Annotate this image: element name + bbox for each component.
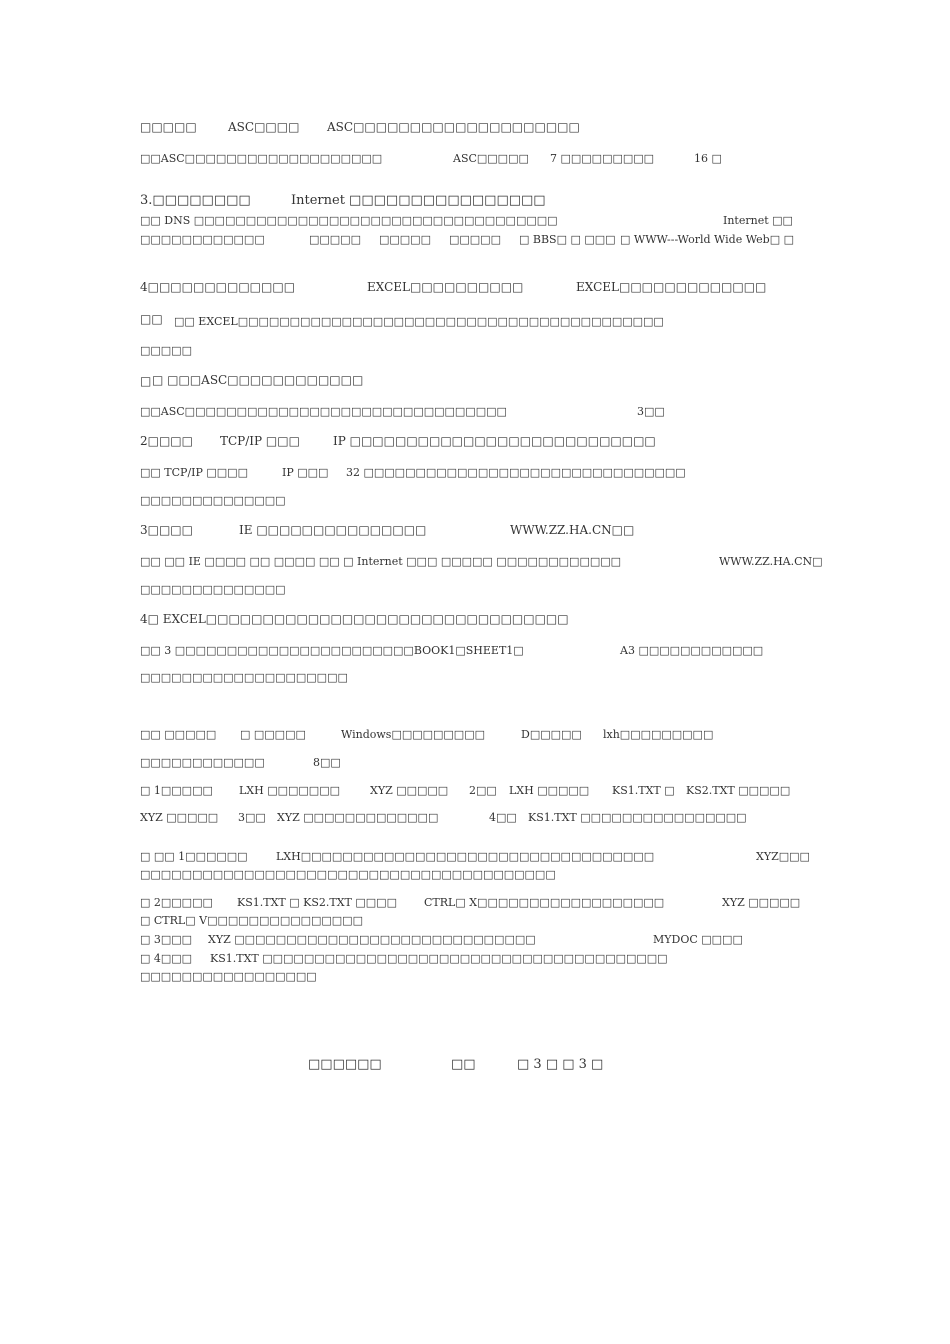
footer-segment: □□□□□□ <box>308 1057 382 1072</box>
text-segment: 8□□ <box>313 756 341 769</box>
text-segment: 4□ EXCEL□□□□□□□□□□□□□□□□□□□□□□□□□□□□□□□□ <box>140 612 569 626</box>
text-segment: □□□□□□□□□□□□□□□□□□□□□□□□□□□□□□□□□□□□□□□□ <box>140 868 556 881</box>
text-line <box>140 785 213 796</box>
text-segment: Internet □□ <box>723 214 793 227</box>
text-line <box>509 785 589 796</box>
text-segment: 2□□ <box>469 784 497 797</box>
text-line <box>140 953 192 964</box>
text-segment: □□ASC□□□□□□□□□□□□□□□□□□□ <box>140 152 383 165</box>
text-segment: □□□□□□□□□□□□ <box>140 233 265 246</box>
text-line <box>140 584 286 595</box>
text-segment: □□□□□□□□□□□□□□□□□ <box>140 970 317 983</box>
text-line <box>140 435 193 447</box>
text-line <box>379 234 431 245</box>
text-segment: □□ □□□□□ <box>140 728 217 741</box>
text-line <box>694 153 722 164</box>
text-segment: □ □□□ASC□□□□□□□□□□□□ <box>152 373 364 387</box>
text-segment: □□ TCP/IP □□□□ <box>140 466 248 479</box>
text-line <box>140 851 248 862</box>
text-line <box>140 915 363 926</box>
text-segment: ASC□□□□□ <box>453 152 529 165</box>
text-segment: XYZ □□□□□□□□□□□□□ <box>277 811 439 824</box>
text-segment: □□□□□□□□□□□□□□ <box>140 494 286 507</box>
text-line <box>140 121 197 133</box>
text-line <box>313 757 341 768</box>
page-footer <box>451 1058 476 1071</box>
text-line <box>239 524 426 536</box>
text-line <box>174 316 664 327</box>
text-line <box>327 121 580 133</box>
text-line <box>140 375 151 387</box>
text-line <box>519 234 616 245</box>
text-segment: IP □□□□□□□□□□□□□□□□□□□□□□□□□□□ <box>333 434 656 448</box>
text-line <box>152 374 363 386</box>
text-segment: □□ <box>140 312 163 326</box>
text-segment: LXH□□□□□□□□□□□□□□□□□□□□□□□□□□□□□□□□□□ <box>276 850 655 863</box>
text-line <box>276 851 654 862</box>
text-line <box>228 121 299 133</box>
text-line <box>291 194 546 207</box>
text-segment: □□ DNS □□□□□□□□□□□□□□□□□□□□□□□□□□□□□□□□□□□ <box>140 214 558 227</box>
text-segment: 16 □ <box>694 152 722 165</box>
text-segment: □□□□□ <box>309 233 361 246</box>
text-segment: □ 4□□□ <box>140 952 193 965</box>
text-line <box>346 467 686 478</box>
text-segment: IE □□□□□□□□□□□□□□□ <box>239 523 427 537</box>
page-footer <box>308 1058 382 1071</box>
text-line <box>140 934 192 945</box>
text-segment: □ 2□□□□□ <box>140 896 213 909</box>
text-line <box>140 729 216 740</box>
text-segment: 3□□ <box>238 811 266 824</box>
text-line <box>370 785 448 796</box>
text-line <box>620 645 763 656</box>
text-line <box>719 556 823 567</box>
text-segment: □□ □□ IE □□□□ □□ □□□□ □□ □ Internet □□□ □□□□□ □□□□□□□□□□□□ <box>140 555 622 568</box>
text-segment: D□□□□□ <box>521 728 582 741</box>
text-segment: EXCEL□□□□□□□□□□ <box>367 280 524 294</box>
text-line <box>140 345 192 356</box>
text-line <box>723 215 793 226</box>
footer-segment: □ 3 □ □ 3 □ <box>517 1057 604 1072</box>
text-line <box>140 406 507 417</box>
text-segment: □ 3□□□ <box>140 933 193 946</box>
text-line <box>239 785 340 796</box>
text-line <box>140 613 569 625</box>
text-line <box>333 435 656 447</box>
text-segment: 4□□ <box>489 811 517 824</box>
text-line <box>424 897 664 908</box>
text-line <box>521 729 582 740</box>
text-line <box>240 729 306 740</box>
text-line <box>140 281 295 293</box>
text-line <box>140 313 163 325</box>
text-line <box>282 467 328 478</box>
text-segment: □□□□□□□□□□□□□□□□□□□□ <box>140 671 348 684</box>
text-segment: LXH □□□□□□□ <box>239 784 340 797</box>
text-segment: lxh□□□□□□□□□ <box>603 728 714 741</box>
text-line <box>489 812 517 823</box>
text-segment: MYDOC □□□□ <box>653 933 743 946</box>
text-line <box>140 812 218 823</box>
text-segment: XYZ □□□□□ <box>140 811 219 824</box>
text-line <box>140 215 558 226</box>
text-segment: ASC□□□□□□□□□□□□□□□□□□□□ <box>327 120 580 134</box>
text-line <box>140 194 251 207</box>
footer-segment: □□ <box>451 1057 476 1072</box>
text-line <box>469 785 497 796</box>
text-segment: □□ASC□□□□□□□□□□□□□□□□□□□□□□□□□□□□□□□ <box>140 405 507 418</box>
text-segment: XYZ □□□□□□□□□□□□□□□□□□□□□□□□□□□□□ <box>208 933 536 946</box>
text-line <box>341 729 485 740</box>
text-line <box>449 234 501 245</box>
text-segment: KS1.TXT □□□□□□□□□□□□□□□□ <box>528 811 747 824</box>
text-line <box>208 934 536 945</box>
text-segment: LXH □□□□□ <box>509 784 590 797</box>
text-segment: KS2.TXT □□□□□ <box>686 784 791 797</box>
text-segment: CTRL□ X□□□□□□□□□□□□□□□□□□ <box>424 896 665 909</box>
text-line <box>528 812 747 823</box>
text-segment: □ WWW---World Wide Web□ □ <box>620 233 794 246</box>
text-line <box>140 495 286 506</box>
text-line <box>140 672 348 683</box>
text-line <box>277 812 438 823</box>
text-line <box>603 729 713 740</box>
text-line <box>140 467 248 478</box>
text-segment: WWW.ZZ.HA.CN□ <box>719 555 823 568</box>
text-segment: □ □□ 1□□□□□□ <box>140 850 248 863</box>
text-line <box>140 524 193 536</box>
text-segment: □□□□□ <box>140 344 192 357</box>
text-segment: □□□□□ <box>140 120 197 134</box>
text-line <box>140 869 556 880</box>
text-line <box>140 757 265 768</box>
text-segment: 3□□ <box>637 405 665 418</box>
text-segment: A3 □□□□□□□□□□□□ <box>620 644 764 657</box>
text-segment: KS1.TXT □ KS2.TXT □□□□ <box>237 896 397 909</box>
text-segment: □□ EXCEL□□□□□□□□□□□□□□□□□□□□□□□□□□□□□□□□□□□□□□□□□ <box>174 315 664 328</box>
text-segment: □□□□□□□□□□□□ <box>140 756 265 769</box>
text-segment: 3□□□□ <box>140 523 193 537</box>
text-line <box>550 153 654 164</box>
text-line <box>576 281 766 293</box>
text-segment: 32 □□□□□□□□□□□□□□□□□□□□□□□□□□□□□□□ <box>346 466 686 479</box>
text-line <box>210 953 668 964</box>
text-segment: ASC□□□□ <box>228 120 300 134</box>
text-line <box>140 645 524 656</box>
text-segment: □ □□□□□ <box>240 728 306 741</box>
text-segment: KS1.TXT □□□□□□□□□□□□□□□□□□□□□□□□□□□□□□□□□□□□□□□ <box>210 952 668 965</box>
text-segment: □ BBS□ □ □□□ <box>519 233 616 246</box>
text-line <box>140 897 213 908</box>
text-segment: 7 □□□□□□□□□ <box>550 152 655 165</box>
text-line <box>140 971 317 982</box>
page-number <box>517 1058 603 1071</box>
text-line <box>510 524 634 536</box>
text-segment: □ 1□□□□□ <box>140 784 213 797</box>
text-segment: □□ 3 □□□□□□□□□□□□□□□□□□□□□□□BOOK1□SHEET1□ <box>140 644 524 657</box>
text-line <box>756 851 810 862</box>
text-segment: 3.□□□□□□□□ <box>140 193 251 208</box>
text-line <box>220 435 300 447</box>
text-segment: 4□□□□□□□□□□□□□ <box>140 280 296 294</box>
text-segment: Internet □□□□□□□□□□□□□□□□ <box>291 193 546 208</box>
text-line <box>238 812 266 823</box>
text-segment: Windows□□□□□□□□□ <box>341 728 485 741</box>
text-segment: IP □□□ <box>282 466 329 479</box>
text-segment: □□□□□ <box>449 233 501 246</box>
text-segment: □□□□□ <box>379 233 431 246</box>
text-segment: XYZ □□□□□ <box>370 784 449 797</box>
text-segment: □ <box>140 374 152 388</box>
text-segment: XYZ □□□□□ <box>722 896 801 909</box>
text-line <box>612 785 675 796</box>
text-line <box>367 281 523 293</box>
text-segment: KS1.TXT □ <box>612 784 675 797</box>
text-line <box>140 556 621 567</box>
text-segment: 2□□□□ <box>140 434 193 448</box>
text-line <box>620 234 794 245</box>
text-segment: EXCEL□□□□□□□□□□□□□ <box>576 280 767 294</box>
text-segment: WWW.ZZ.HA.CN□□ <box>510 523 635 537</box>
text-line <box>686 785 790 796</box>
text-line <box>722 897 800 908</box>
text-segment: □ CTRL□ V□□□□□□□□□□□□□□□ <box>140 914 363 927</box>
text-segment: XYZ□□□ <box>756 850 810 863</box>
text-line <box>140 153 382 164</box>
text-line <box>637 406 665 417</box>
text-segment: □□□□□□□□□□□□□□ <box>140 583 286 596</box>
text-line <box>237 897 397 908</box>
text-line <box>309 234 361 245</box>
text-line <box>653 934 743 945</box>
text-segment: TCP/IP □□□ <box>220 434 300 448</box>
text-line <box>453 153 529 164</box>
text-line <box>140 234 265 245</box>
